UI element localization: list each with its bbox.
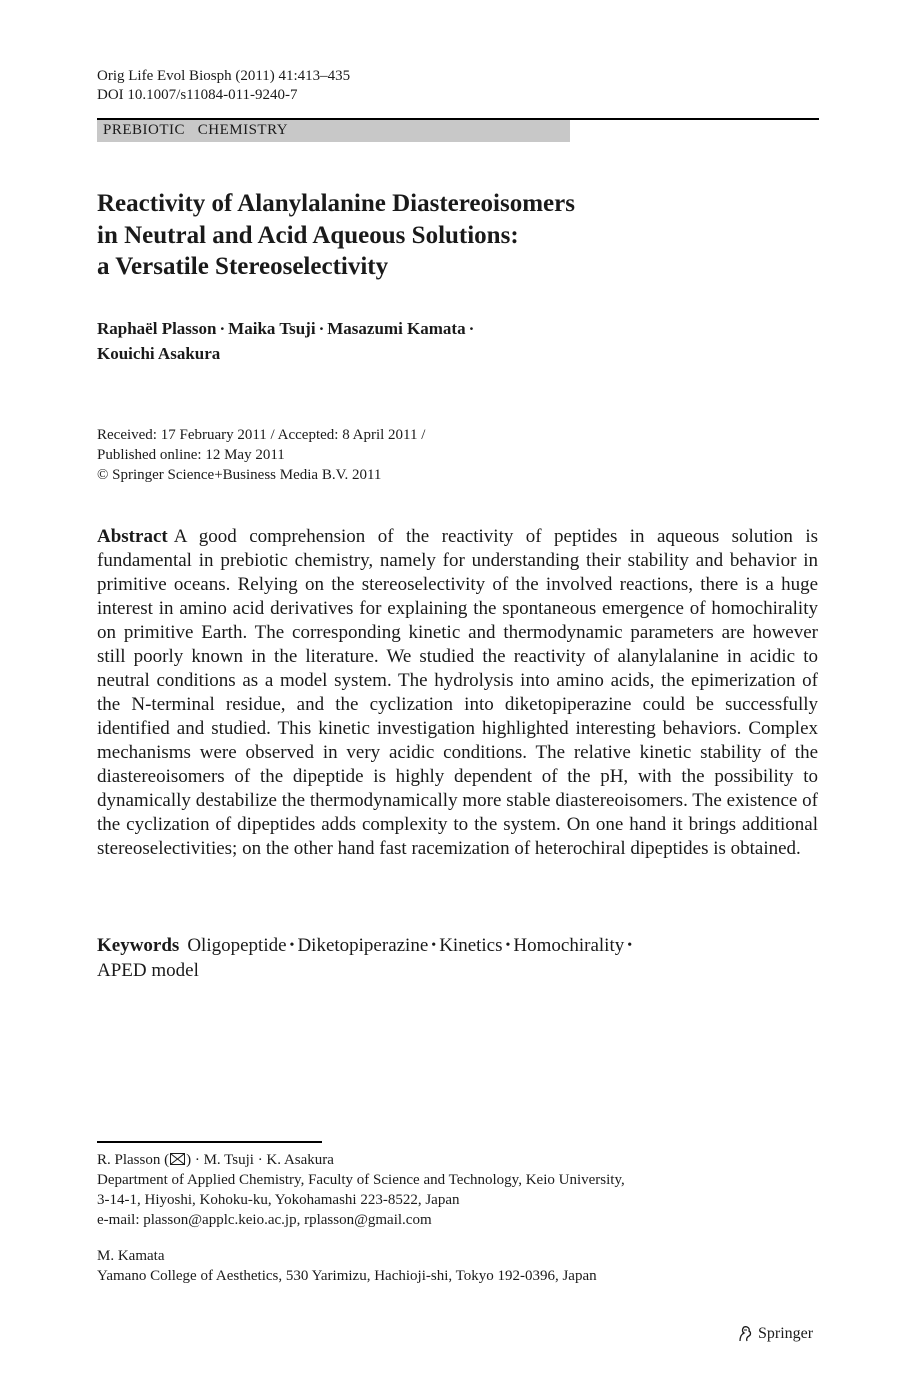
author-list <box>97 316 797 366</box>
title-line: a Versatile Stereoselectivity <box>97 253 389 280</box>
keyword: Kinetics <box>439 935 503 956</box>
keyword: Oligopeptide <box>187 935 287 956</box>
title-line: in Neutral and Acid Aqueous Solutions: <box>97 221 519 249</box>
author-separator: · <box>318 319 325 338</box>
author-separator: · <box>219 319 226 338</box>
title-line: Reactivity of Alanylalanine Diastereoisomers <box>97 190 575 217</box>
affiliation-names-after: ) · M. Tsuji · K. Asakura <box>186 1152 334 1168</box>
publication-history <box>97 425 425 485</box>
keyword-separator: • <box>431 938 437 953</box>
affiliation-2 <box>97 1246 817 1286</box>
author-name: Maika Tsuji <box>228 319 316 338</box>
abstract <box>97 525 818 861</box>
springer-horse-icon <box>736 1325 754 1343</box>
author-name: Masazumi Kamata <box>327 319 466 338</box>
journal-citation: Orig Life Evol Biosph (2011) 41:413–435 <box>97 68 351 84</box>
abstract-label: Abstract <box>97 526 168 547</box>
author-name: Raphaël Plasson <box>97 319 217 338</box>
affiliation-names-before: R. Plasson ( <box>97 1152 170 1168</box>
keyword: Diketopiperazine <box>297 935 429 956</box>
copyright: © Springer Science+Business Media B.V. 2011 <box>97 467 382 483</box>
keyword-separator: • <box>505 938 511 953</box>
published-online: Published online: 12 May 2011 <box>97 447 285 463</box>
keyword-separator: • <box>627 938 633 953</box>
abstract-text: A good comprehension of the reactivity of peptides in aqueous solution is fundamental in prebiotic chemistry, namely for understanding their stability and behavior in primitive oceans. Relying on the stereoselectivity of the involved reactions, there is a huge interest in amino acid derivatives for explaining the spontaneous emergence of homochirality on primitive Earth. The corresponding kinetic and thermodynamic parameters are however still poorly known in the literature. We studied the reactivity of alanylalanine in acidic to neutral conditions as a model system. The hydrolysis into amino acids, the epimerization of the N-terminal residue, and the cyclization into diketopiperazine could be successfully identified and studied. This kinetic investigation highlighted interesting behaviors. Complex mechanisms were observed in very acidic conditions. The relative kinetic stability of the diastereoisomers of the dipeptide is highly dependent of the pH, with the possibility to dynamically destabilize the thermodynamically more stable diastereoisomers. The existence of the cyclization of dipeptides adds complexity to the system. On one hand it brings additional stereoselectivities; on the other hand fast racemization of heterochiral dipeptides is obtained. <box>97 526 818 859</box>
keyword-separator: • <box>289 938 295 953</box>
section-label: PREBIOTIC CHEMISTRY <box>103 122 289 138</box>
keyword: APED model <box>97 960 199 981</box>
keyword: Homochirality <box>513 935 625 956</box>
affiliation-authors <box>97 1150 817 1170</box>
keywords <box>97 933 818 983</box>
affiliation-email[interactable]: e-mail: plasson@applc.keio.ac.jp, rplasson@gmail.com <box>97 1212 432 1228</box>
affiliation-1 <box>97 1150 817 1230</box>
author-name: Kouichi Asakura <box>97 344 221 363</box>
received-accepted: Received: 17 February 2011 / Accepted: 8 April 2011 / <box>97 427 426 443</box>
affiliation-name: M. Kamata <box>97 1248 165 1264</box>
journal-doi: DOI 10.1007/s11084-011-9240-7 <box>97 87 298 103</box>
affiliation-address: Yamano College of Aesthetics, 530 Yarimizu, Hachioji-shi, Tokyo 192-0396, Japan <box>97 1268 597 1284</box>
affiliation-department: Department of Applied Chemistry, Faculty of Science and Technology, Keio University, <box>97 1172 625 1188</box>
author-separator: · <box>468 319 475 338</box>
publisher-name: Springer <box>758 1325 814 1342</box>
keywords-label: Keywords <box>97 935 180 956</box>
section-band <box>97 120 570 142</box>
article-title <box>97 188 797 283</box>
journal-header <box>97 67 350 105</box>
envelope-icon <box>170 1153 185 1165</box>
footnote-rule <box>97 1141 322 1143</box>
publisher-logo <box>736 1324 813 1344</box>
affiliation-address: 3-14-1, Hiyoshi, Kohoku-ku, Yokohamashi 223-8522, Japan <box>97 1192 460 1208</box>
